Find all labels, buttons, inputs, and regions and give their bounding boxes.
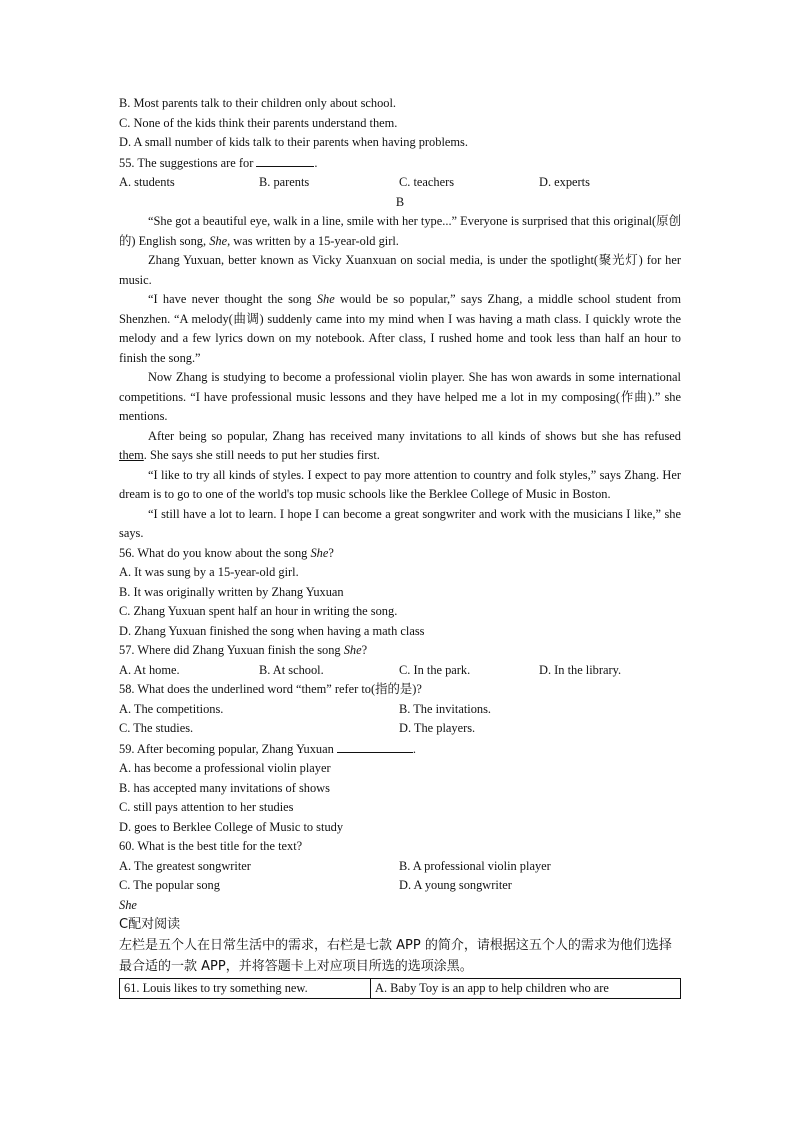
- q56-option-b: B. It was originally written by Zhang Yuxuan: [119, 584, 344, 599]
- passage-b-heading: B: [395, 194, 405, 209]
- table-cell-left: 61. Louis likes to try something new.: [120, 978, 371, 999]
- matching-table: [119, 978, 681, 1000]
- song-title: She: [316, 292, 335, 306]
- q58-option-b: B. The invitations.: [399, 701, 492, 716]
- q56-stem-end: ?: [328, 545, 334, 560]
- q59-stem-text: 59. After becoming popular, Zhang Yuxuan: [119, 741, 337, 756]
- section-c-heading: C配对阅读: [119, 917, 181, 932]
- q59-stem: [119, 739, 681, 760]
- q60-stem: 60. What is the best title for the text?: [119, 839, 303, 853]
- q59-stem-end: .: [412, 741, 417, 756]
- p1-text-a: “She got a beautiful eye, walk in a line, smile with her type...” Everyone is surprised that this original(原创的) English song,: [119, 214, 681, 248]
- q55-stem-text: 55. The suggestions are for: [119, 155, 257, 170]
- q57-option-d: D. In the library.: [539, 662, 622, 677]
- q55-stem-end: .: [314, 155, 318, 170]
- q60-option-c: [119, 876, 399, 915]
- q57-stem-text: 57. Where did Zhang Yuxuan finish the song: [119, 643, 344, 657]
- q57-stem: [119, 641, 681, 661]
- q59-option-d: D. goes to Berklee College of Music to study: [119, 819, 344, 834]
- q56-option-a: A. It was sung by a 15-year-old girl.: [119, 565, 299, 579]
- q58-option-d: D. The players.: [399, 721, 476, 735]
- q57-options: [119, 661, 681, 681]
- q55-option-a: A. students: [119, 175, 175, 189]
- song-title: She: [209, 233, 228, 248]
- q58-stem: 58. What does the underlined word “them” refer to(指的是)?: [119, 682, 422, 696]
- q55-stem: [119, 153, 681, 174]
- q57-option-c: C. In the park.: [399, 662, 471, 677]
- table-row: [120, 978, 681, 999]
- q58-option-c: C. The studies.: [119, 721, 194, 735]
- p3-text-b: would be so popular,” says Zhang, a middle school student from Shenzhen. “A melody(曲调) suddenly came into my mind when I was having a math class. I quickly wrote the melody and a few lyrics down on my notebook. After class, I rushed home and took less than half an hour to finish the song.”: [119, 292, 681, 365]
- song-title: She: [119, 897, 137, 912]
- p5-text-a: After being so popular, Zhang has received many invitations to all kinds of shows but she has refused: [148, 428, 681, 443]
- q54-option-b: B. Most parents talk to their children only about school.: [119, 96, 397, 110]
- q55-option-b: B. parents: [259, 175, 310, 189]
- q55-option-c: C. teachers: [399, 175, 455, 189]
- q56-stem-text: 56. What do you know about the song: [119, 545, 311, 560]
- passage-b-paragraph-5: [119, 427, 681, 466]
- answer-blank: [256, 153, 314, 167]
- q59-option-c: C. still pays attention to her studies: [119, 800, 294, 814]
- q58-option-a: A. The competitions.: [119, 701, 224, 716]
- q57-option-a: A. At home.: [119, 662, 180, 677]
- q60-option-b: B. A professional violin player: [399, 858, 551, 873]
- q60-option-a: A. The greatest songwriter: [119, 858, 251, 873]
- passage-b-paragraph-1: [119, 212, 681, 251]
- passage-b-paragraph-3: [119, 290, 681, 368]
- song-title: She: [343, 643, 362, 657]
- q56-option-d: D. Zhang Yuxuan finished the song when having a math class: [119, 623, 425, 638]
- p1-text-b: , was written by a 15-year-old girl.: [227, 233, 399, 248]
- exam-page: [119, 94, 681, 999]
- p3-text-a: “I have never thought the song: [148, 292, 317, 306]
- q60-options-row-2: [119, 876, 681, 915]
- passage-b-paragraph-6: “I like to try all kinds of styles. I expect to pay more attention to country and folk styles,” says Zhang. Her dream is to go to one of the world's top music schools like the Berklee College of Music in Boston.: [119, 467, 681, 501]
- q55-options: [119, 173, 681, 193]
- q55-option-d: D. experts: [539, 175, 590, 189]
- passage-b-paragraph-4: Now Zhang is studying to become a professional violin player. She has won awards in some international competitions. “I have professional music lessons and they have helped me a lot in my composing(作曲).” she mentions.: [119, 370, 681, 423]
- q58-options-row-2: [119, 719, 681, 739]
- underlined-word-them: them: [119, 448, 144, 462]
- section-c-instructions: 左栏是五个人在日常生活中的需求，右栏是七款 APP 的简介，请根据这五个人的需求为他们选择最合适的一款 APP，并将答题卡上对应项目所选的选项涂黑。: [119, 937, 672, 974]
- q54-option-d: D. A small number of kids talk to their parents when having problems.: [119, 135, 468, 149]
- q60-options-row-1: [119, 857, 681, 877]
- song-title: She: [310, 545, 329, 560]
- answer-blank: [337, 739, 413, 753]
- q57-option-b: B. At school.: [259, 662, 324, 677]
- q56-option-c: C. Zhang Yuxuan spent half an hour in writing the song.: [119, 604, 398, 618]
- q58-options-row-1: [119, 700, 681, 720]
- table-cell-right: A. Baby Toy is an app to help children who are: [371, 978, 681, 999]
- q59-option-a: A. has become a professional violin player: [119, 761, 331, 775]
- q59-option-b: B. has accepted many invitations of shows: [119, 780, 330, 795]
- q54-option-c: C. None of the kids think their parents understand them.: [119, 115, 398, 130]
- passage-b-paragraph-7: “I still have a lot to learn. I hope I can become a great songwriter and work with the musicians I like,” she says.: [119, 506, 681, 540]
- q56-stem: [119, 544, 681, 564]
- p5-text-b: . She says she still needs to put her studies first.: [143, 448, 380, 462]
- q57-stem-end: ?: [361, 643, 368, 657]
- passage-b-paragraph-2: Zhang Yuxuan, better known as Vicky Xuanxuan on social media, is under the spotlight(聚光灯) for her music.: [119, 253, 681, 287]
- q60-option-d: D. A young songwriter: [399, 878, 512, 892]
- q60-option-c-text: C. The popular song: [119, 878, 220, 892]
